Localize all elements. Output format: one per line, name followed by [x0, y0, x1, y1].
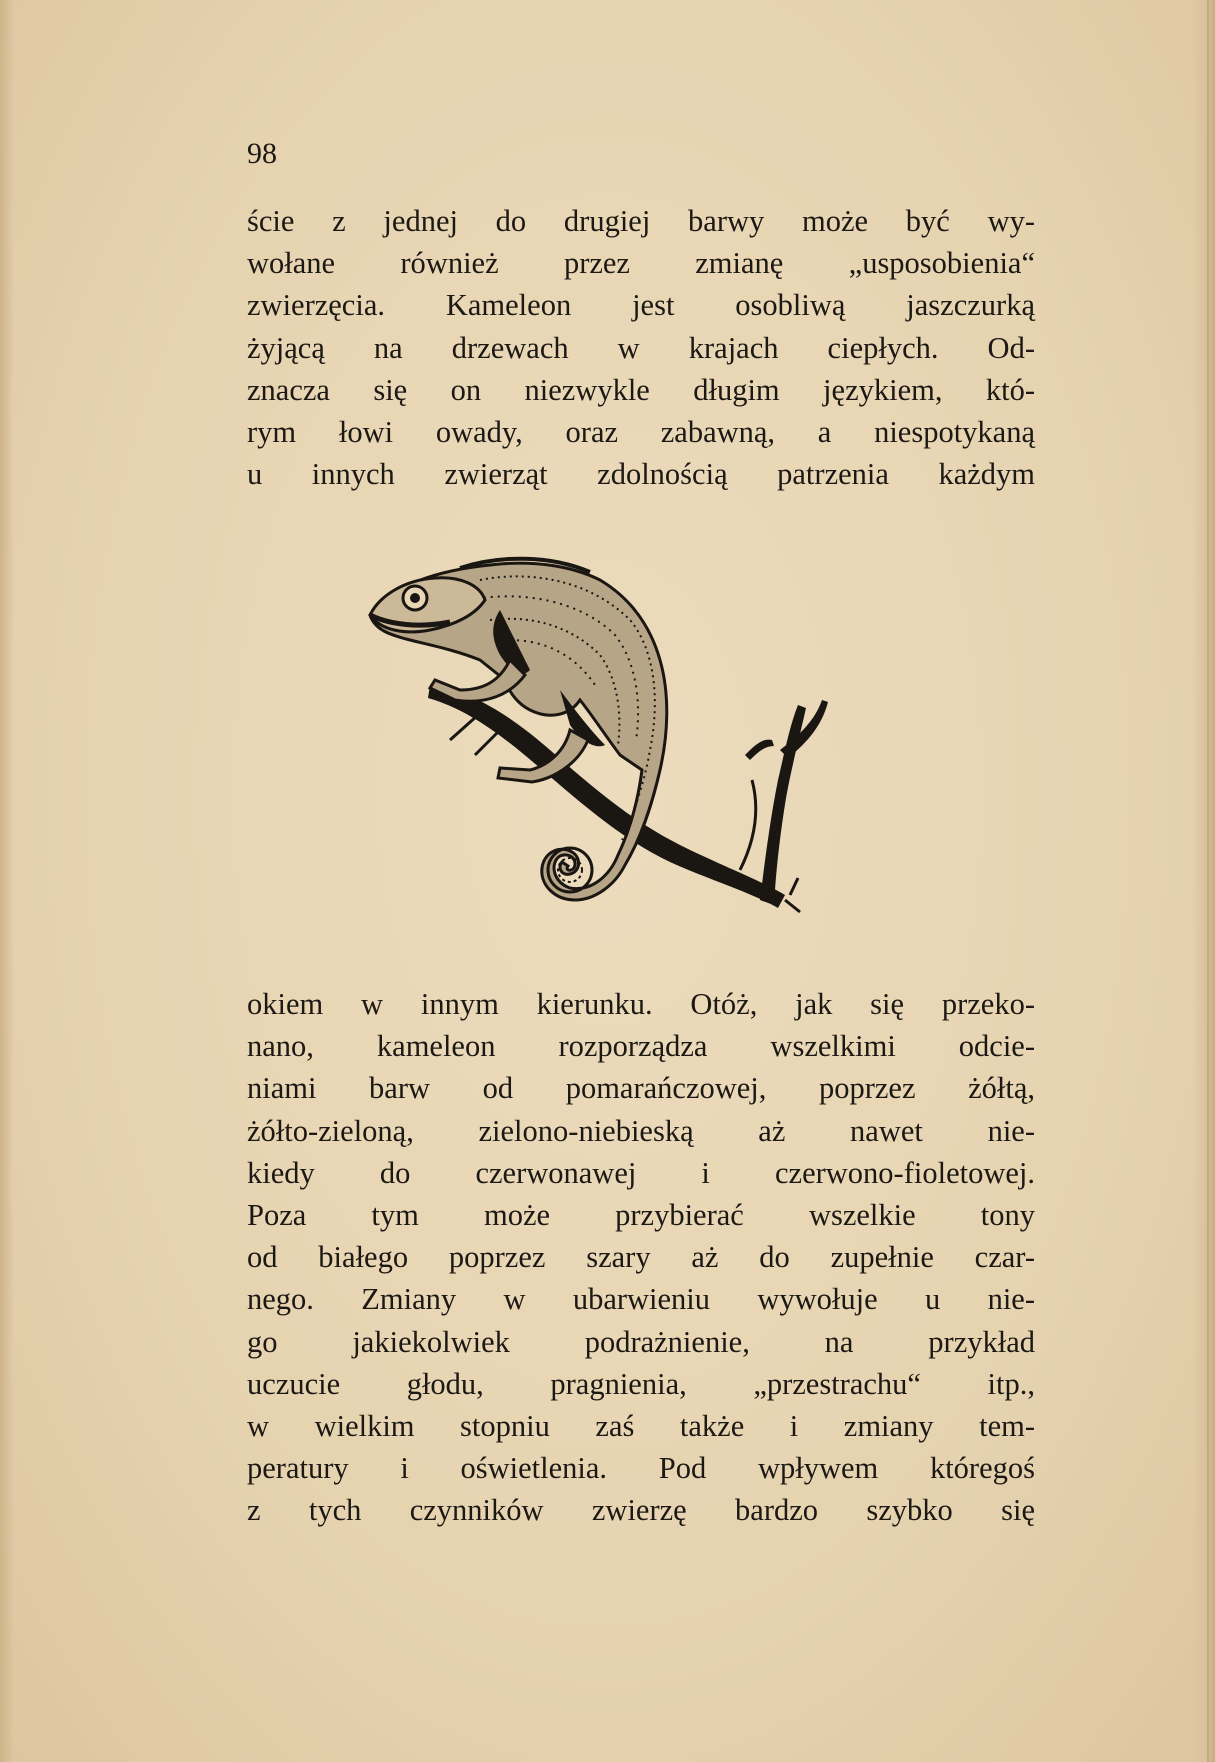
- text-line: znacza się on niezwykle długim językiem, któ-: [247, 372, 1035, 407]
- text-line: zwierzęcia. Kameleon jest osobliwą jaszczurką: [247, 288, 1035, 323]
- text-line: go jakiekolwiek podrażnienie, na przykład: [247, 1324, 1035, 1359]
- text-line: u innych zwierząt zdolnością patrzenia każdym: [247, 457, 1035, 492]
- page-binding-line: [1207, 0, 1209, 1762]
- page-left-shadow: [0, 0, 14, 1762]
- chameleon-illustration: [360, 540, 870, 940]
- text-line: żółto-zieloną, zielono-niebieską aż nawet nie-: [247, 1113, 1035, 1148]
- text-line: w wielkim stopniu zaś także i zmiany tem-: [247, 1408, 1035, 1443]
- text-line: Poza tym może przybierać wszelkie tony: [247, 1197, 1035, 1232]
- page-right-edge: [1193, 0, 1215, 1762]
- text-line: wołane również przez zmianę „usposobienia“: [247, 246, 1035, 281]
- text-line: kiedy do czerwonawej i czerwono-fioletowej.: [247, 1155, 1035, 1190]
- text-line: od białego poprzez szary aż do zupełnie czar-: [247, 1240, 1035, 1275]
- text-line: okiem w innym kierunku. Otóż, jak się przeko-: [247, 987, 1035, 1021]
- text-paragraph-top: [247, 200, 1035, 495]
- text-line: żyjącą na drzewach w krajach ciepłych. Od-: [247, 330, 1035, 365]
- text-paragraph-bottom: [247, 983, 1035, 1531]
- text-line: nego. Zmiany w ubarwieniu wywołuje u nie-: [247, 1282, 1035, 1317]
- text-line: peratury i oświetlenia. Pod wpływem któregoś: [247, 1451, 1035, 1486]
- text-line: rym łowi owady, oraz zabawną, a niespotykaną: [247, 414, 1035, 449]
- text-line: nano, kameleon rozporządza wszelkimi odcie-: [247, 1029, 1035, 1064]
- page-number: 98: [247, 137, 277, 170]
- text-line: uczucie głodu, pragnienia, „przestrachu“ itp.,: [247, 1366, 1035, 1401]
- text-line: z tych czynników zwierzę bardzo szybko się: [247, 1493, 1035, 1528]
- text-line: ście z jednej do drugiej barwy może być wy-: [247, 204, 1035, 238]
- text-line: niami barw od pomarańczowej, poprzez żółtą,: [247, 1071, 1035, 1106]
